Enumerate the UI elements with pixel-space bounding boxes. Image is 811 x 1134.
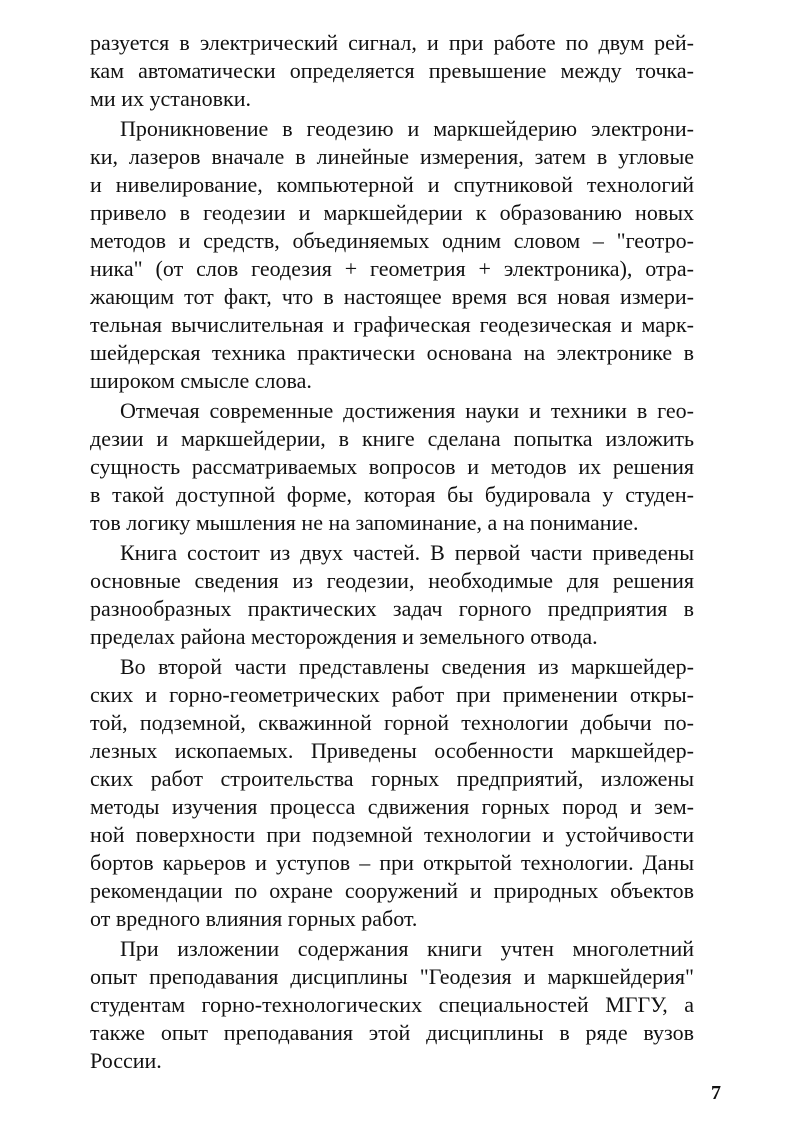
text-line: от вредного влияния горных работ.	[90, 906, 418, 931]
text-line: в такой доступной форме, которая бы будировала у студен-	[90, 482, 694, 507]
text-line: Книга состоит из двух частей. В первой части приведены	[120, 540, 694, 565]
text-line: пределах района месторождения и земельного отвода.	[90, 624, 598, 649]
text-line: Проникновение в геодезию и маркшейдерию электрони-	[120, 116, 694, 141]
text-column	[90, 29, 694, 1075]
text-line: Во второй части представлены сведения из маркшейдер-	[120, 654, 694, 679]
text-line: ника" (от слов геодезия + геометрия + электроника), отра-	[90, 256, 694, 281]
paragraph	[90, 653, 694, 933]
text-line: сущность рассматриваемых вопросов и методов их решения	[90, 454, 694, 479]
text-line: тельная вычислительная и графическая геодезическая и марк-	[90, 312, 694, 337]
paragraph	[90, 935, 694, 1075]
text-line: ми их установки.	[90, 86, 252, 111]
text-line: лезных ископаемых. Приведены особенности маркшейдер-	[90, 738, 694, 763]
paragraph	[90, 539, 694, 651]
text-line: Отмечая современные достижения науки и техники в гео-	[120, 398, 694, 423]
paragraph	[90, 115, 694, 395]
text-line: ских работ строительства горных предприятий, изложены	[90, 766, 694, 791]
text-line: методы изучения процесса сдвижения горных пород и зем-	[90, 794, 694, 819]
text-line: кам автоматически определяется превышение между точка-	[90, 58, 694, 83]
text-line: широком смысле слова.	[90, 368, 312, 393]
text-line: ной поверхности при подземной технологии и устойчивости	[90, 822, 694, 847]
paragraph	[90, 397, 694, 537]
text-line: тов логику мышления не на запоминание, а на понимание.	[90, 510, 639, 535]
text-line: также опыт преподавания этой дисциплины в ряде вузов	[90, 1020, 694, 1045]
text-line: дезии и маркшейдерии, в книге сделана попытка изложить	[90, 426, 694, 451]
text-line: привело в геодезии и маркшейдерии к образованию новых	[90, 200, 694, 225]
text-line: опыт преподавания дисциплины "Геодезия и маркшейдерия"	[90, 964, 694, 989]
text-line: основные сведения из геодезии, необходимые для решения	[90, 568, 694, 593]
text-line: разуется в электрический сигнал, и при работе по двум рей-	[90, 30, 694, 55]
text-line: студентам горно-технологических специальностей МГГУ, а	[90, 992, 694, 1017]
text-line: и нивелирование, компьютерной и спутниковой технологий	[90, 172, 694, 197]
page-number: 7	[711, 1082, 721, 1104]
paragraph-continuation	[90, 29, 694, 113]
text-line: шейдерская техника практически основана на электронике в	[90, 340, 694, 365]
text-line: России.	[90, 1048, 162, 1073]
text-line: ских и горно-геометрических работ при применении откры-	[90, 682, 694, 707]
text-line: рекомендации по охране сооружений и природных объектов	[90, 878, 694, 903]
text-line: бортов карьеров и уступов – при открытой технологии. Даны	[90, 850, 694, 875]
text-line: методов и средств, объединяемых одним словом – "геотро-	[90, 228, 694, 253]
text-line: жающим тот факт, что в настоящее время вся новая измери-	[90, 284, 694, 309]
text-line: той, подземной, скважинной горной технологии добычи по-	[90, 710, 694, 735]
text-line: ки, лазеров вначале в линейные измерения, затем в угловые	[90, 144, 694, 169]
text-line: разнообразных практических задач горного предприятия в	[90, 596, 694, 621]
text-line: При изложении содержания книги учтен многолетний	[120, 936, 694, 961]
